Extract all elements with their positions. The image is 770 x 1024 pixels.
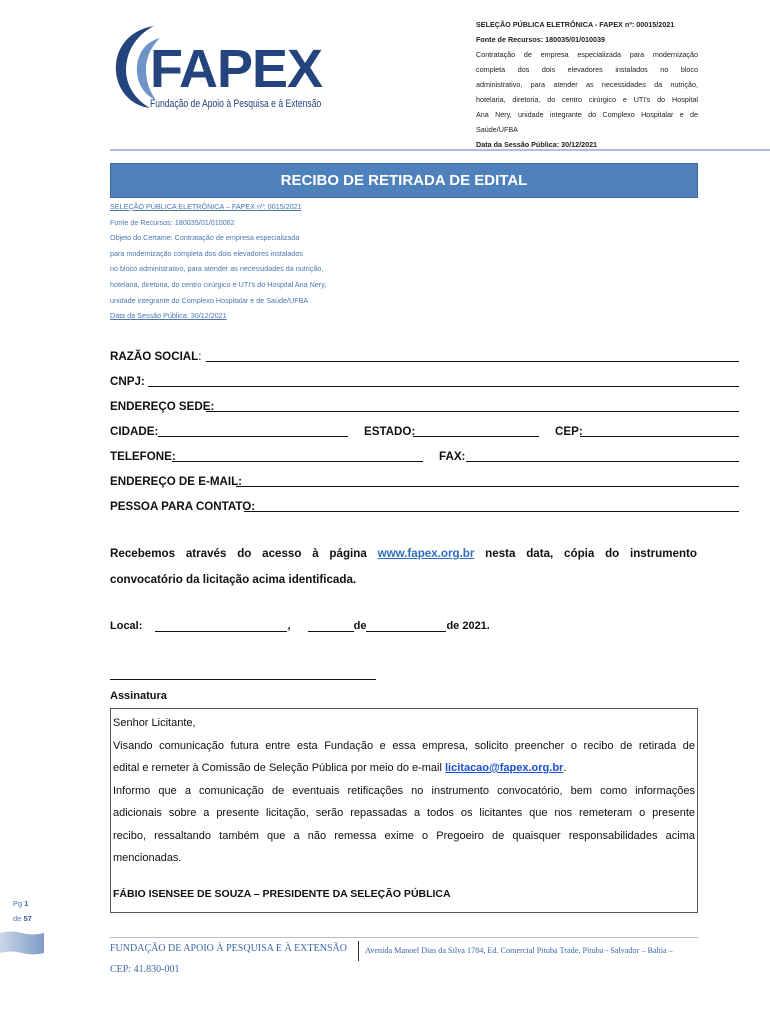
header-selection-number: SELEÇÃO PÚBLICA ELETRÔNICA - FAPEX nº: 00015/2021 — [476, 20, 675, 29]
message-signatory: FÁBIO ISENSEE DE SOUZA – PRESIDENTE DA SELEÇÃO PÚBLICA — [113, 887, 451, 900]
message-line: adicionais sobre a presente licitação, serão repassadas a todos os licitantes que nos remeteram o presente — [113, 807, 695, 819]
footer-cep: CEP: 41.830-001 — [110, 964, 180, 975]
message-line: Visando comunicação futura entre esta Fundação e essa empresa, solicito preencher o recibo de retirada de — [113, 739, 695, 752]
local-label: Local: — [110, 620, 143, 632]
fapex-website-link[interactable]: www.fapex.org.br — [377, 547, 475, 560]
message-line: mencionadas. — [113, 852, 182, 864]
fapex-logo — [110, 16, 323, 116]
cnpj-label: CNPJ: — [110, 375, 145, 388]
email-label: ENDEREÇO DE E-MAIL: — [110, 475, 243, 488]
message-line: Informo que a comunicação de eventuais retificações no instrumento convocatório, bem como informações — [113, 784, 695, 797]
info-line: unidade integrante do Complexo Hospitalar e de Saúde/UFBA — [110, 295, 309, 305]
razao-social-label: RAZÃO SOCIAL: — [110, 350, 202, 363]
cep-field[interactable] — [580, 436, 739, 437]
email-field[interactable] — [236, 486, 739, 487]
cidade-field[interactable] — [158, 436, 348, 437]
header-object — [476, 47, 698, 137]
footer-address: Avenida Manoel Dias da Silva 1784, Ed. Comercial Pituba Trade, Pituba - Salvador – Bahia – — [358, 941, 673, 961]
header-object-line: completa dos dois elevadores instalados no bloco — [476, 65, 698, 74]
header-divider — [110, 149, 770, 151]
fax-label: FAX: — [439, 450, 466, 463]
cnpj-field[interactable] — [148, 386, 739, 387]
header-info — [476, 17, 698, 152]
info-line: para modernização completa dos dois elevadores instalados — [110, 248, 303, 258]
receipt-line-2: convocatório da licitação acima identificada. — [110, 573, 357, 586]
message-line: recibo, ressaltando também que a não remessa exime o Pregoeiro de quaisquer responsabilidades acima — [113, 829, 695, 842]
footer-org — [110, 938, 347, 980]
info-line: SELEÇÃO PÚBLICA ELETRÔNICA – FAPEX nº: 0015/2021 — [110, 202, 302, 211]
fax-field[interactable] — [466, 461, 739, 462]
signature-line[interactable] — [110, 679, 376, 680]
estado-label: ESTADO: — [364, 425, 416, 438]
header-object-line: Saúde/UFBA — [476, 125, 518, 134]
contato-label: PESSOA PARA CONTATO: — [110, 500, 256, 513]
endereco-sede-field[interactable] — [206, 411, 739, 412]
message-box — [110, 708, 698, 913]
message-greeting: Senhor Licitante, — [113, 717, 196, 729]
message-line: edital e remeter à Comissão de Seleção Pública por meio do e-mail licitacao@fapex.org.br. — [113, 762, 567, 774]
cidade-label: CIDADE: — [110, 425, 159, 438]
year-label: de 2021. — [446, 620, 490, 632]
info-line: no bloco administrativo, para atender as necessidades da nutrição, — [110, 264, 324, 274]
estado-field[interactable] — [413, 436, 539, 437]
logo-subtitle: Fundação de Apoio à Pesquisa e à Extensão — [150, 98, 322, 110]
day-field[interactable] — [308, 631, 354, 632]
telefone-label: TELEFONE: — [110, 450, 176, 463]
month-field[interactable] — [366, 631, 446, 632]
local-date-line: Local: , de de 2021. — [110, 620, 490, 632]
header-object-line: hotelaria, diretoria, do centro cirúrgico e UTI’s do Hospital — [476, 95, 698, 104]
header-object-line: Ana Nery, unidade integrante do Complexo Hospitalar e de — [476, 110, 698, 119]
logo-wordmark: FAPEX — [150, 39, 323, 99]
endereco-sede-label: ENDEREÇO SEDE: — [110, 400, 215, 413]
page-title: RECIBO DE RETIRADA DE EDITAL — [110, 163, 698, 198]
edital-info — [110, 199, 326, 324]
info-line: Objeto do Certame: Contratação de empresa especializada — [110, 233, 300, 243]
signature-label: Assinatura — [110, 690, 167, 702]
de-label: de — [353, 620, 367, 632]
receipt-statement — [110, 541, 697, 593]
header-object-line: administrativo, para atender as necessidades da nutrição, — [476, 80, 698, 89]
info-line: hotelaria, diretoria, do centro cirúrgico e UTI’s do Hospital Ana Nery, — [110, 279, 327, 289]
page-number: Pg 1 de 57 — [13, 899, 32, 923]
cep-label: CEP: — [555, 425, 583, 438]
razao-social-field[interactable] — [206, 361, 739, 362]
telefone-field[interactable] — [172, 461, 423, 462]
receipt-line-1: Recebemos através do acesso à página www.fapex.org.br nesta data, cópia do instrumento — [110, 547, 697, 560]
footer-org-name: FUNDAÇÃO DE APOIO À PESQUISA E À EXTENSÃO — [110, 943, 347, 954]
local-field[interactable] — [155, 631, 287, 632]
page-decoration-icon — [0, 930, 44, 956]
contato-field[interactable] — [244, 511, 739, 512]
email-link[interactable]: licitacao@fapex.org.br — [445, 762, 564, 774]
header-object-line: Contratação de empresa especializada para modernização — [476, 50, 698, 59]
info-line: Data da Sessão Pública: 30/12/2021 — [110, 311, 227, 321]
header-session-date: Data da Sessão Pública: 30/12/2021 — [476, 140, 598, 149]
info-line: Fonte de Recursos: 180035/01/010062 — [110, 217, 235, 227]
header-funding-source: Fonte de Recursos: 180035/01/010039 — [476, 35, 606, 44]
